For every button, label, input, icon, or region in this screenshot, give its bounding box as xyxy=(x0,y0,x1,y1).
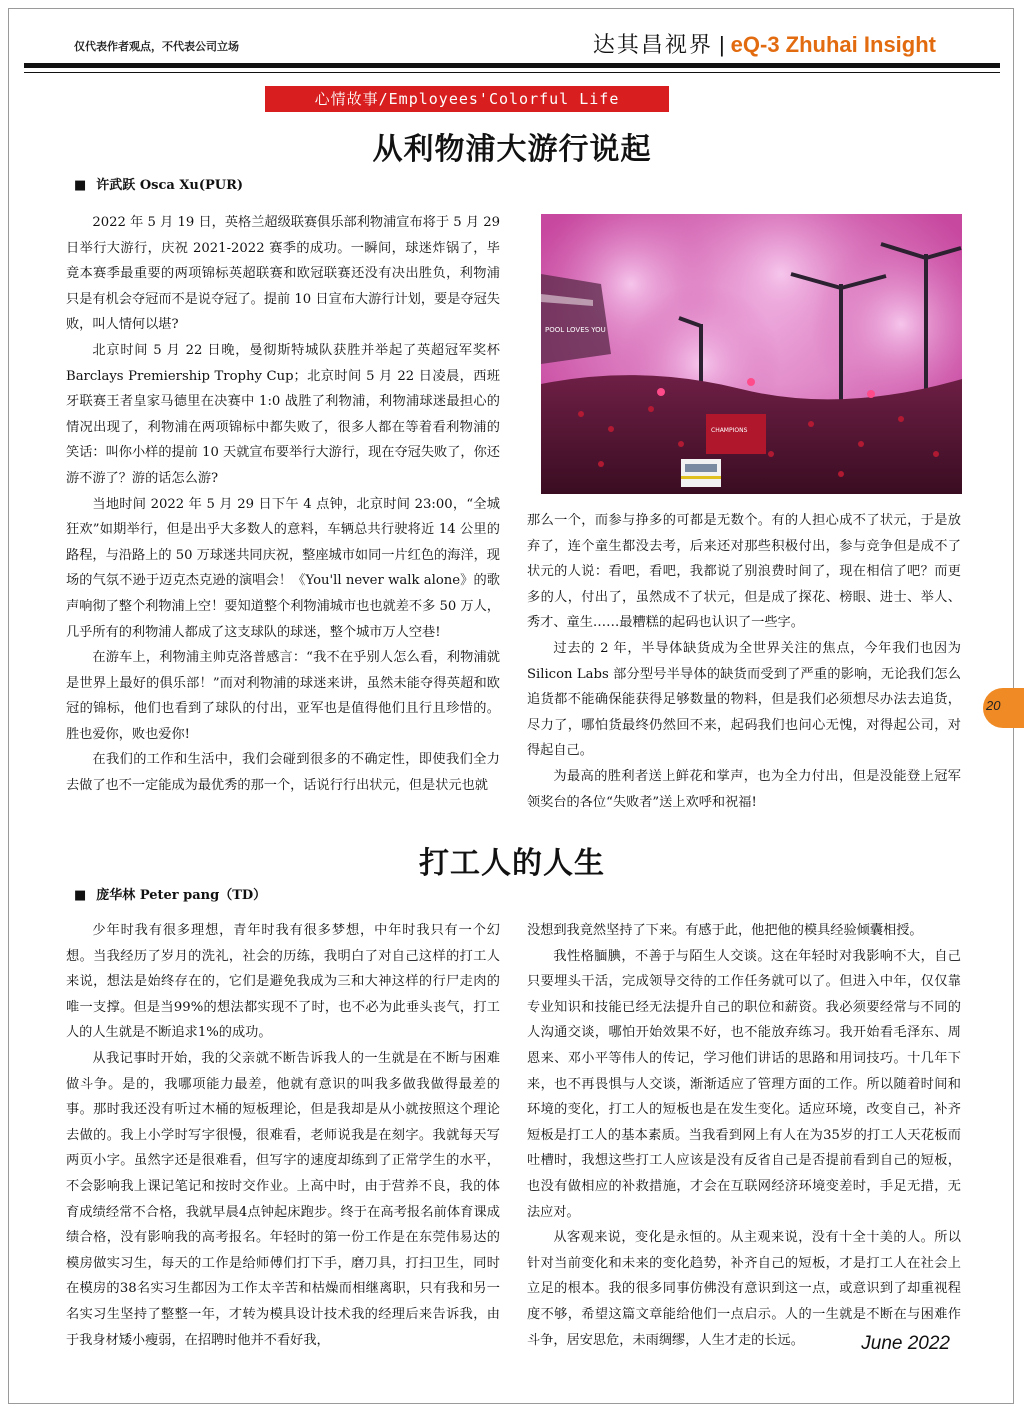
disclaimer: 仅代表作者观点，不代表公司立场 xyxy=(74,40,239,53)
header-rule-thick xyxy=(24,63,1000,68)
article2-paragraph-1: 少年时我有很多理想，青年时我有很多梦想，中年时我只有一个幻想。当我经历了岁月的洗礼，社会的历练，我明白了对自己这样的打工人来说，想法是始终存在的，它们是避免我成为三和大神这样的行尸走肉的唯一支撑。但是当99%的想法都实现不了时，也不必为此垂头丧气，打工人的人生就是不断追求1%的成功。 xyxy=(66,923,500,1041)
page-number: 20 xyxy=(986,698,1001,713)
parade-photo-illustration xyxy=(541,214,962,494)
article1-paragraph-4: 在游车上，利物浦主帅克洛普感言：“我不在乎别人怎么看，利物浦就是世界上最好的俱乐部！”而对利物浦的球迷来讲，虽然未能夺得英超和欧冠的锦标，他们也看到了球队的付出，亚军也是值得他们且行且珍惜的。胜也爱你，败也爱你! xyxy=(66,650,500,742)
article1-continued-paragraph: 那么一个，而参与挣多的可都是无数个。有的人担心成不了状元，于是放弃了，连个童生都没去考，后来还对那些积极付出，参与竞争但是成不了状元的人说：看吧，看吧，我都说了别浪费时间了，现在相信了吧？而更多的人，付出了，虽然成不了状元，但是成了探花、榜眼、进士、举人、秀才、童生……最糟糕的起码也认识了一些字。 xyxy=(527,513,961,631)
white-van xyxy=(681,459,721,487)
article1-title: 从利物浦大游行说起 xyxy=(372,132,652,167)
article1-paragraph-2: 北京时间 5 月 22 日晚，曼彻斯特城队获胜并举起了英超冠军奖杯 Barclays Premiership Trophy Cup；北京时间 5 月 22 日凌晨，西班牙联赛王者皇家马德里在决赛中 1:0 战胜了利物浦，利物浦球迷最担心的情况出现了，利物浦在两项锦标中都失败了，很多人都在等着看利物浦的笑话：叫你小样的提前 10 天就宣布要举行大游行，现在夺冠失败了，你还游不游了？游的话怎么游? xyxy=(66,342,500,486)
article2-paragraph-3: 我性格腼腆，不善于与陌生人交谈。这在年轻时对我影响不大，自己只要埋头干活，完成领导交待的工作任务就可以了。但进入中年，仅仅靠专业知识和技能已经无法提升自己的职位和薪资。我必须要经常与不同的人沟通交谈，哪怕开始效果不好，也不能放弃练习。我开始看毛泽东、周恩来、邓小平等伟人的传记，学习他们讲话的思路和用词技巧。十几年下来，也不再畏惧与人交谈，渐渐适应了管理方面的工作。所以随着时间和环境的变化，打工人的短板也是在发生变化。适应环境，改变自己，补齐短板是打工人的基本素质。当我看到网上有人在为35岁的打工人天花板而吐槽时，我想这些打工人应该是没有反省自己是否提前看到自己的短板，也没有做相应的补救措施，才会在互联网经济环境变差时，手足无措，无法应对。 xyxy=(527,948,961,1220)
article1-author xyxy=(74,174,243,193)
bullet-square-icon: ■ xyxy=(74,178,87,193)
article1-paragraph-7: 为最高的胜利者送上鲜花和掌声，也为全力付出，但是没能登上冠军领奖台的各位“失败者”送上欢呼和祝福! xyxy=(527,768,961,810)
article1-paragraph-6: 过去的 2 年，半导体缺货成为全世界关注的焦点，今年我们也因为 Silicon Labs 部分型号半导体的缺货而受到了严重的影响，无论我们怎么追货都不能确保能获得足够数量的物料，但是我们必须想尽办法去追货，尽力了，哪怕货最终仍然回不来，起码我们也问心无愧，对得起公司，对得起自己。 xyxy=(527,640,961,759)
section-banner: 心情故事/Employees'Colorful Life xyxy=(265,86,669,112)
parade-bus xyxy=(706,414,766,454)
article2-paragraph-2: 从我记事时开始，我的父亲就不断告诉我人的一生就是在不断与困难做斗争。是的，我哪项能力最差，他就有意识的叫我多做我做得最差的事。那时我还没有听过木桶的短板理论，但是我却是从小就按照这个理论去做的。我上小学时写字很慢，很难看，老师说我是在刻字。我就每天写两页小字。虽然字还是很难看，但写字的速度却练到了正常学生的水平，不会影响我上课记笔记和按时交作业。上高中时，由于营养不良，我的体育成绩经常不合格，我就早晨4点钟起床跑步。终于在高考报名前体育课成绩合格，没有影响我的高考报名。年轻时的第一份工作是在东莞伟易达的模房做实习生，每天的工作是给师傅们打下手，磨刀具，打扫卫生，同时在模房的38名实习生都因为工作太辛苦和枯燥而相继离职，只有我和另一名实习生坚持了整整一年，才转为模具设计技术我的经理后来告诉我，由于我身材矮小瘦弱，在招聘时他并不看好我， xyxy=(66,1050,500,1348)
brand xyxy=(593,28,936,59)
photo-sign-text: POOL LOVES YOU xyxy=(545,326,606,334)
article1-paragraph-1: 2022 年 5 月 19 日，英格兰超级联赛俱乐部利物浦宣布将于 5 月 29 日举行大游行，庆祝 2021-2022 赛季的成功。一瞬间，球迷炸锅了，毕竟本赛季最重要的两项锦标英超联赛和欧冠联赛还没有决出胜负，利物浦只是有机会夺冠而不是说夺冠了。提前 10 日宣布大游行计划，要是夺冠失败，叫人情何以堪? xyxy=(66,215,500,333)
footer-date: June 2022 xyxy=(861,1333,950,1354)
article2-left-column xyxy=(66,918,500,1353)
article2-paragraph-4: 从客观来说，变化是永恒的。从主观来说，没有十全十美的人。所以针对当前变化和未来的变化趋势，补齐自己的短板，才是打工人在社会上立足的根本。我的很多同事仿佛没有意识到这一点，或意识到了却重视程度不够，希望这篇文章能给他们一点启示。人的一生就是不断在与困难作斗争，居安思危，未雨绸缪，人生才走的长远。 xyxy=(527,1230,961,1348)
article2-title: 打工人的人生 xyxy=(419,846,605,881)
article1-left-column xyxy=(66,210,500,799)
article2-continued-paragraph: 没想到我竟然坚持了下来。有感于此，他把他的模具经验倾囊相授。 xyxy=(527,923,923,938)
article1-paragraph-5: 在我们的工作和生活中，我们会碰到很多的不确定性，即使我们全力去做了也不一定能成为最优秀的那一个，话说行行出状元，但是状元也就 xyxy=(66,752,500,794)
article1-author-name: 许武跃 Osca Xu(PUR) xyxy=(96,178,244,193)
bus-text: CHAMPIONS xyxy=(711,427,748,434)
article2-right-column xyxy=(527,918,961,1353)
brand-en: eQ-3 Zhuhai Insight xyxy=(730,32,936,57)
brand-separator: | xyxy=(718,32,725,57)
article1-paragraph-3: 当地时间 2022 年 5 月 29 日下午 4 点钟，北京时间 23:00，“全城狂欢”如期举行，但是出乎大多数人的意料，车辆总共行驶将近 14 公里的路程，与沿路上的 50 万球迷共同庆祝，整座城市如同一片红色的海洋，现场的气氛不逊于迈克杰克逊的演唱会！《You'll never walk alone》的歌声响彻了整个利物浦上空！要知道整个利物浦城市也也就差不多 50 万人，几乎所有的利物浦人都成了这支球队的球迷，整个城市万人空巷! xyxy=(66,496,500,640)
article2-author xyxy=(74,884,266,903)
article2-author-name: 庞华林 Peter pang（TD） xyxy=(96,888,267,903)
liverpool-parade-photo xyxy=(541,214,962,494)
brand-cn: 达其昌视界 xyxy=(592,33,713,58)
header-rule-thin xyxy=(24,72,1000,73)
article1-right-column xyxy=(527,508,961,815)
bullet-square-icon: ■ xyxy=(74,888,87,903)
